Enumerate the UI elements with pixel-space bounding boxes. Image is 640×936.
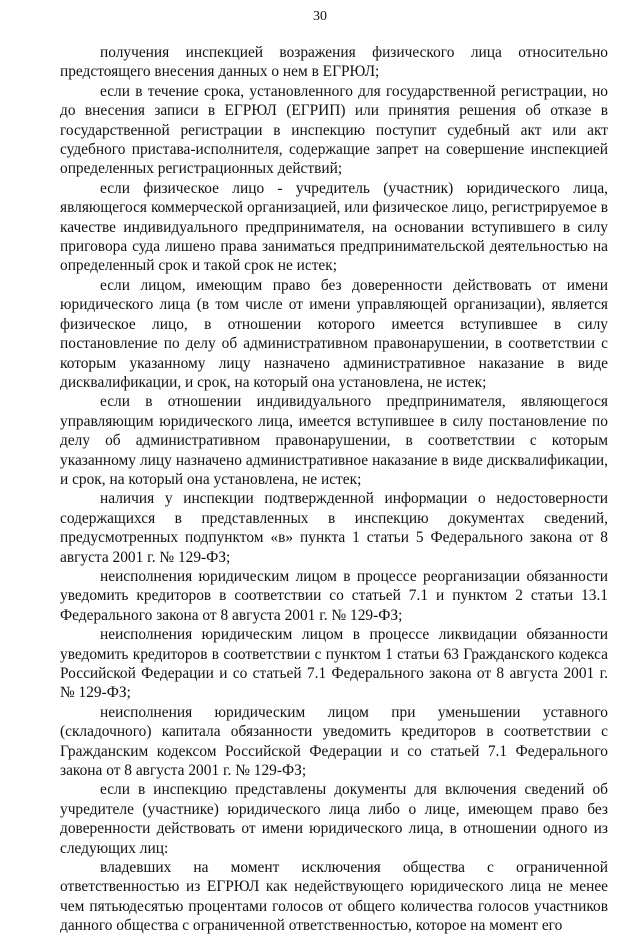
paragraph: наличия у инспекции подтвержденной информации о недостоверности содержащихся в представленных в инспекцию документах сведений, предусмотренных подпунктом «в» пункта 1 статьи 5 Федерального закона от 8 августа 2001 г. № 129-ФЗ;: [60, 490, 608, 566]
paragraph: неисполнения юридическим лицом в процессе реорганизации обязанности уведомить кредиторов в соответствии со статьей 7.1 и пунктом 2 статьи 13.1 Федерального закона от 8 августа 2001 г. № 129-ФЗ;: [60, 567, 608, 624]
paragraph: неисполнения юридическим лицом в процессе ликвидации обязанности уведомить кредиторов в соответствии с пунктом 1 статьи 63 Гражданского кодекса Российской Федерации и со статьей 7.1 Федерального закона от 8 августа 2001 г. № 129-ФЗ;: [60, 626, 608, 702]
paragraph: если в течение срока, установленного для государственной регистрации, но до внесения записи в ЕГРЮЛ (ЕГРИП) или принятия решения об отказе в государственной регистрации в инспекцию поступит судебный акт или акт судебного пристава-исполнителя, содержащие запрет на совершение инспекцией определенных регистрационных действий;: [60, 82, 608, 178]
paragraph: если лицом, имеющим право без доверенности действовать от имени юридического лица (в том числе от имени управляющей организации), является физическое лицо, в отношении которого имеется вступившее в силу постановление по делу об административном правонарушении, в соответствии с которым указанному лицу назначено административное наказание в виде дисквалификации, и срок, на который она установлена, не истек;: [60, 276, 608, 391]
paragraph: если в отношении индивидуального предпринимателя, являющегося управляющим юридического лица, имеется вступившее в силу постановление по делу об административном правонарушении, в соответствии с которым указанному лицу назначено административное наказание в виде дисквалификации, и срок, на который она установлена, не истек;: [60, 393, 608, 488]
paragraph: владевших на момент исключения общества с ограниченной ответственностью из ЕГРЮЛ как недействующего юридического лица не менее чем пятьюдесятью процентами голосов от общего количества голосов участников данного общества с ограниченной ответственностью, которое на момент его: [60, 859, 608, 935]
paragraph: если физическое лицо - учредитель (участник) юридического лица, являющегося коммерческой организацией, или физическое лицо, регистрируемое в качестве индивидуального предпринимателя, на основании вступившего в силу приговора суда лишено права заниматься предпринимательской деятельностью на определенный срок и такой срок не истек;: [60, 179, 608, 275]
page-number: 30: [313, 9, 327, 24]
paragraph: если в инспекцию представлены документы для включения сведений об учредителе (участнике) юридического лица либо о лице, имеющем право без доверенности действовать от имени юридического лица, в отношении одного из следующих лиц:: [60, 781, 608, 857]
paragraph: неисполнения юридическим лицом при уменьшении уставного (складочного) капитала обязанности уведомить кредиторов в соответствии с Гражданским кодексом Российской Федерации и со статьей 7.1 Федерального закона от 8 августа 2001 г. № 129-ФЗ;: [60, 703, 608, 780]
paragraph: получения инспекцией возражения физического лица относительно предстоящего внесения данных о нем в ЕГРЮЛ;: [60, 44, 608, 81]
document-body: [60, 43, 608, 936]
